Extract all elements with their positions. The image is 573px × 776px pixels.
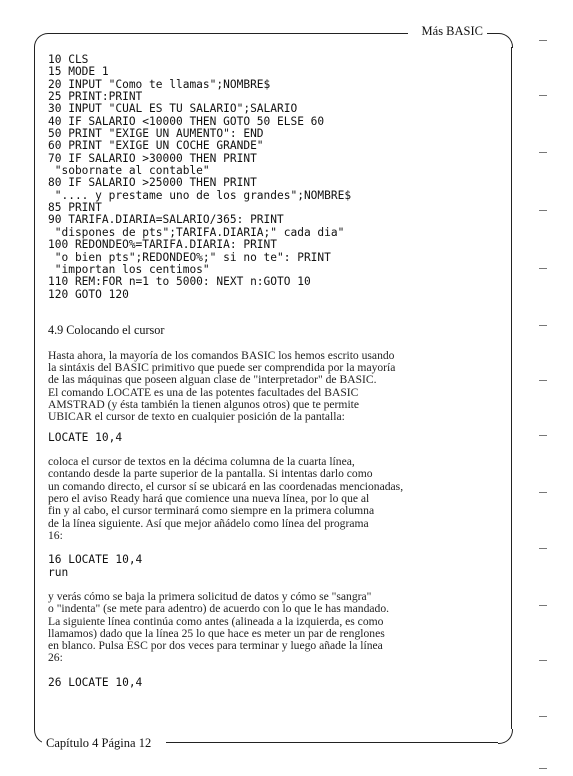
paragraph-line: de las máquinas que poseen alguan clase de "interpretador" de BASIC. [48,373,377,387]
program-line: 100 REDONDEO%=TARIFA.DIARIA: PRINT [48,238,278,252]
locate-line-16-example [48,554,504,579]
program-line: 70 IF SALARIO >30000 THEN PRINT [48,151,257,165]
locate-example: LOCATE 10,4 [48,430,123,444]
program-line: "o bien pts";REDONDEO%;" si no te": PRINT [48,250,331,264]
frame-corner-top-left [34,33,49,48]
margin-tick [539,152,547,153]
margin-tick [539,210,547,211]
margin-tick [539,716,547,717]
frame-right-rule [511,47,512,729]
margin-tick [539,548,547,549]
paragraph-line: o "indenta" (se mete para adentro) de acuerdo con lo que le has mandado. [48,602,390,616]
margin-tick [539,492,547,493]
program-line: "dispones de pts";TARIFA.DIARIA;" cada dia" [48,225,345,239]
margin-tick [539,268,547,269]
paragraph-line: pero el aviso Ready hará que comience una nueva línea, por lo que al [48,491,370,505]
paragraph-line: fin y al cabo, el cursor terminará como siempre en la primera columna [48,504,375,518]
page-content [48,54,504,689]
paragraph-line: la sintáxis del BASIC primitivo que puede ser comprendida por la mayoría [48,361,396,375]
paragraph-line: Hasta ahora, la mayoría de los comandos BASIC los hemos escrito usando [48,348,395,362]
program-line: 50 PRINT "EXIGE UN AUMENTO": END [48,127,264,141]
paragraph-explanation [48,456,504,542]
frame-left-rule [34,47,35,729]
program-line: 25 PRINT:PRINT [48,90,143,104]
program-line: 40 IF SALARIO <10000 THEN GOTO 50 ELSE 60 [48,114,325,128]
header-title: Más BASIC [418,24,487,39]
paragraph-line: de la línea siguiente. Así que mejor añádelo como línea del programa [48,516,369,530]
paragraph-result [48,591,504,665]
program-line: "sobornate al contable" [48,164,210,178]
margin-tick [539,95,547,96]
program-line: 90 TARIFA.DIARIA=SALARIO/365: PRINT [48,213,284,227]
paragraph-line: UBICAR el cursor de texto en cualquier posición de la pantalla: [48,410,345,424]
paragraph-line: y verás cómo se baja la primera solicitud de datos y cómo se "sangra" [48,589,372,603]
paragraph-line: 26: [48,651,63,665]
margin-tick [539,768,547,769]
paragraph-intro [48,350,504,424]
program-line: 110 REM:FOR n=1 to 5000: NEXT n:GOTO 10 [48,275,311,289]
paragraph-line: La siguiente línea continúa como antes (alineada a la izquierda, es como [48,614,384,628]
frame-bottom-right-rule [166,742,498,743]
frame-corner-bottom-right [498,729,513,744]
program-line: 120 GOTO 120 [48,287,129,301]
program-line: 15 MODE 1 [48,65,109,79]
locate-line-26-example: 26 LOCATE 10,4 [48,675,143,689]
program-line: 10 CLS [48,53,89,66]
paragraph-line: contando desde la parte superior de la pantalla. Si intentas darlo como [48,467,373,481]
paragraph-line: llamamos) dado que la línea 25 lo que hace es meter un par de renglones [48,626,385,640]
frame-corner-top-right [498,33,513,48]
program-line: 60 PRINT "EXIGE UN COCHE GRANDE" [48,139,264,153]
margin-tick [539,605,547,606]
program-line: ".... y prestame uno de los grandes";NOMBRE$ [48,188,352,202]
margin-tick [539,40,547,41]
frame-top-left-rule [48,33,408,34]
program-listing [48,54,504,301]
program-line: 20 INPUT "Como te llamas";NOMBRE$ [48,77,271,91]
program-line: 80 IF SALARIO >25000 THEN PRINT [48,176,257,190]
paragraph-line: un comando directo, el cursor sí se ubicará en las coordenadas mencionadas, [48,479,404,493]
margin-tick [539,660,547,661]
code-line: run [48,565,69,579]
paragraph-line: AMSTRAD (y ésta también la tienen algunos otros) que te permite [48,398,360,412]
program-line: 85 PRINT [48,201,102,215]
paragraph-line: en blanco. Pulsa ESC por dos veces para terminar y luego añade la línea [48,639,383,653]
paragraph-line: El comando LOCATE es una de las potentes facultades del BASIC [48,385,359,399]
margin-tick [539,380,547,381]
margin-tick [539,435,547,436]
program-line: "importan los centimos" [48,262,210,276]
paragraph-line: 16: [48,528,63,542]
frame-top-right-rule [486,33,498,34]
code-line: 16 LOCATE 10,4 [48,553,143,567]
paragraph-line: coloca el cursor de textos en la décima columna de la cuarta línea, [48,455,355,469]
footer-title: Capítulo 4 Página 12 [42,736,155,751]
program-line: 30 INPUT "CUAL ES TU SALARIO";SALARIO [48,102,298,116]
section-heading: 4.9 Colocando el cursor [48,322,165,337]
margin-tick [539,325,547,326]
